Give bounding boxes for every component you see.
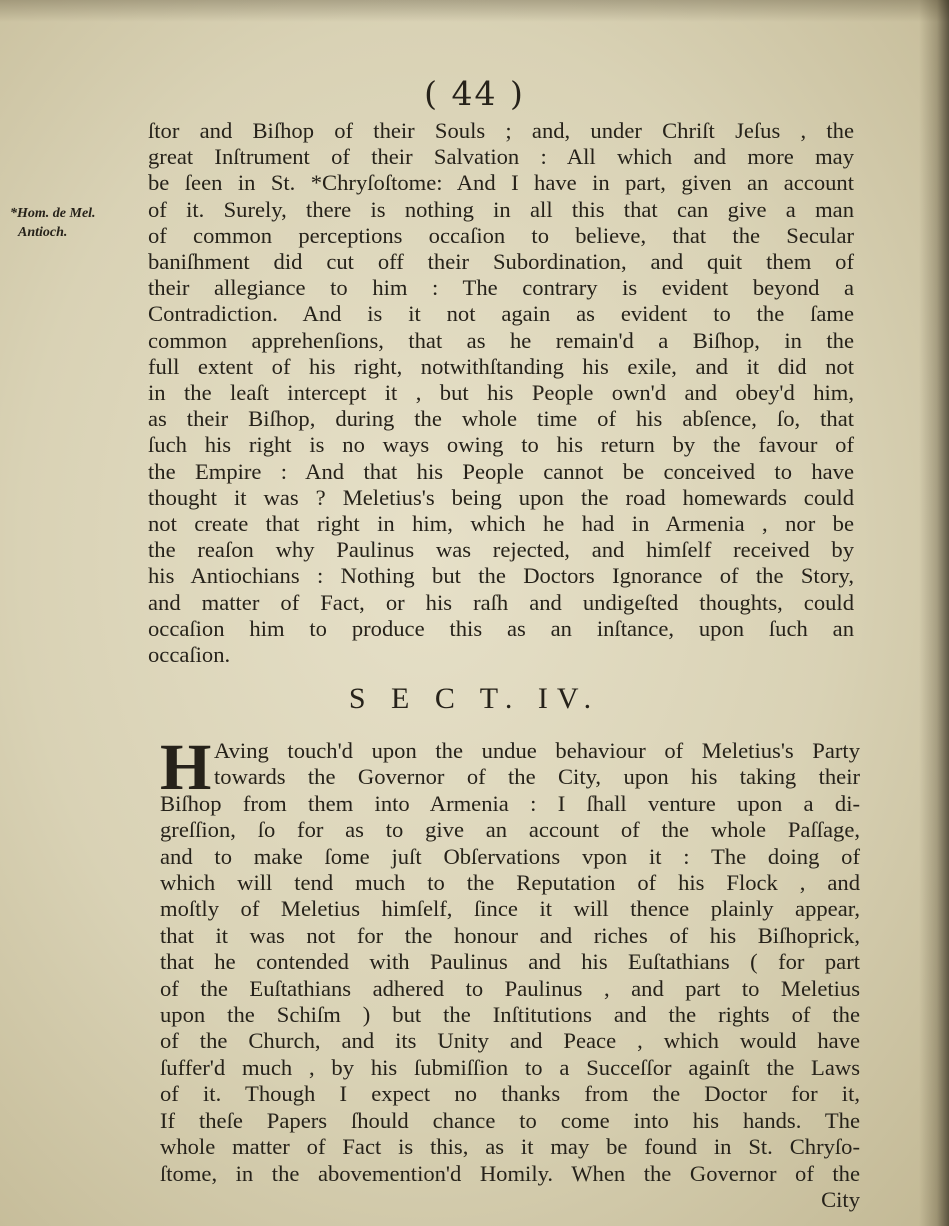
text-line: their allegiance to him : The contrary is evident beyond a	[148, 275, 854, 301]
text-line: whole matter of Fact is this, as it may be found in St. Chryſo-	[160, 1134, 860, 1160]
text-line: thought it was ? Meletius's being upon the road homewards could	[148, 484, 854, 510]
text-line: that he contended with Paulinus and his Euſtathians ( for part	[160, 949, 860, 975]
text-line: which will tend much to the Reputation of his Flock , and	[160, 870, 860, 896]
text-line: If theſe Papers ſhould chance to come into his hands. The	[160, 1107, 860, 1133]
text-line: of the Church, and its Unity and Peace , which would have	[160, 1028, 860, 1054]
text-line: of the Euſtathians adhered to Paulinus , and part to Meletius	[160, 975, 860, 1001]
catchword: City	[821, 1186, 860, 1212]
drop-cap: H	[160, 731, 212, 804]
text-line: not create that right in him, which he had in Armenia , nor be	[148, 511, 854, 537]
text-line: of common perceptions occaſion to believe, that the Secular	[148, 222, 854, 248]
section-heading: S E C T. IV.	[348, 682, 601, 715]
text-line: be ſeen in St. *Chryſoſtome: And I have in part, given an account	[148, 170, 854, 196]
text-line: occaſion him to produce this as an inſtance, upon ſuch an	[148, 615, 854, 641]
text-line: occaſion.	[148, 642, 231, 668]
text-line: that it was not for the honour and riches of his Biſhoprick,	[160, 922, 860, 948]
page-top-shadow	[0, 0, 949, 22]
text-line: his Antiochians : Nothing but the Doctors Ignorance of the Story,	[148, 563, 854, 589]
text-line: in the leaſt intercept it , but his People own'd and obey'd him,	[148, 380, 854, 406]
text-line: of it. Surely, there is nothing in all this that can give a man	[148, 196, 854, 222]
text-line: and to make ſome juſt Obſervations vpon it : The doing of	[160, 843, 860, 869]
text-line: ſtor and Biſhop of their Souls ; and, under Chriſt Jeſus , the	[148, 118, 854, 143]
text-line: full extent of his right, notwithſtanding his exile, and it did not	[148, 353, 854, 379]
text-line: baniſhment did cut off their Subordination, and quit them of	[148, 249, 854, 275]
text-line: of it. Though I expect no thanks from the Doctor for it,	[160, 1081, 860, 1107]
text-line: and matter of Fact, or his raſh and undigeſted thoughts, could	[148, 589, 854, 615]
text-line: moſtly of Meletius himſelf, ſince it will thence plainly appear,	[160, 896, 860, 922]
text-line: upon the Schiſm ) but the Inſtitutions and the rights of the	[160, 1002, 860, 1028]
text-line: the Empire : And that his People cannot be conceived to have	[148, 458, 854, 484]
text-line: great Inſtrument of their Salvation : All which and more may	[148, 144, 854, 170]
text-line: ſuch his right is no ways owing to his return by the favour of	[148, 432, 854, 458]
text-line: Contradiction. And is it not again as evident to the ſame	[148, 301, 854, 327]
text-line: as their Biſhop, during the whole time of his abſence, ſo, that	[148, 406, 854, 432]
page-right-edge	[919, 0, 949, 1226]
text-line: ſtome, in the abovemention'd Homily. When the Governor of the	[160, 1160, 860, 1186]
marginal-note-line: *Hom. de Mel.	[10, 206, 96, 221]
text-line: towards the Governor of the City, upon his taking their	[214, 764, 860, 790]
page-number: ( 44 )	[424, 74, 525, 113]
text-line: Aving touch'd upon the undue behaviour of Meletius's Party	[214, 738, 860, 763]
section-paragraph	[160, 731, 860, 1213]
marginal-note	[10, 204, 150, 242]
text-line: Biſhop from them into Armenia : I ſhall venture upon a di-	[160, 790, 860, 816]
text-line: the reaſon why Paulinus was rejected, and himſelf received by	[148, 537, 854, 563]
text-line: ſuffer'd much , by his ſubmiſſion to a Succeſſor againſt the Laws	[160, 1054, 860, 1080]
text-line: greſſion, ſo for as to give an account of the whole Paſſage,	[160, 817, 860, 843]
marginal-note-line: Antioch.	[18, 225, 68, 240]
text-line: common apprehenſions, that as he remain'd a Biſhop, in the	[148, 327, 854, 353]
paragraph-continuation	[148, 118, 854, 668]
